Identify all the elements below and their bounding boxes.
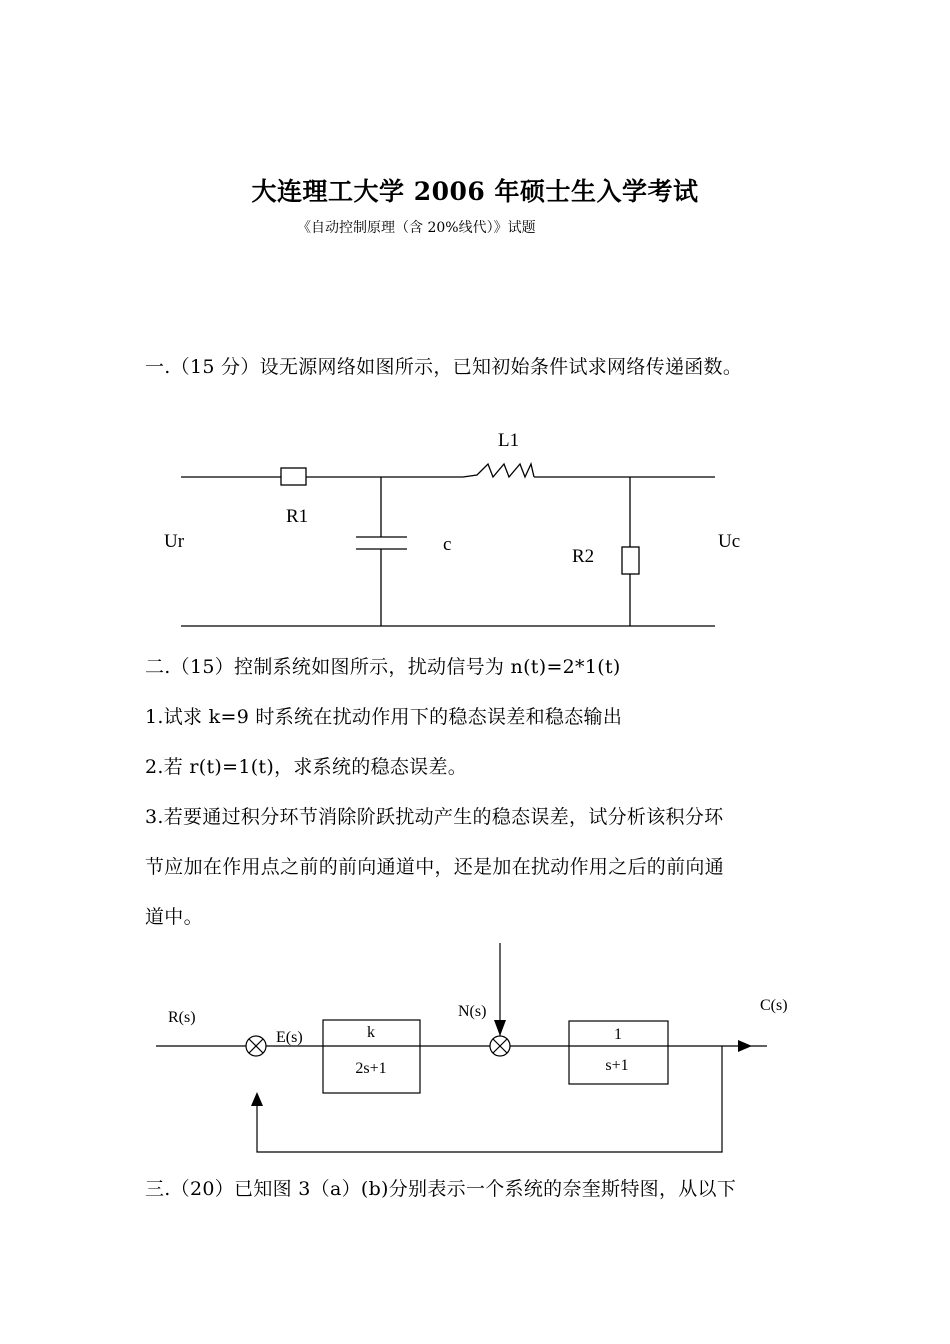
- question-2-item-1: 1.试求 k=9 时系统在扰动作用下的稳态误差和稳态输出: [145, 706, 623, 728]
- exam-subtitle: 《自动控制原理（含 20%线代）》试题: [297, 220, 536, 236]
- disturbance-label: N(s): [458, 1003, 487, 1020]
- question-2-item-3-line-3: 道中。: [145, 906, 203, 928]
- question-2-item-3-line-1: 3.若要通过积分环节消除阶跃扰动产生的稳态误差，试分析该积分环: [145, 806, 724, 828]
- error-label: E(s): [276, 1029, 303, 1046]
- resistor2-label: R2: [572, 546, 595, 567]
- question-2-intro: 二.（15）控制系统如图所示，扰动信号为 n(t)=2*1(t): [145, 656, 621, 678]
- capacitor-label: c: [443, 534, 452, 555]
- output-arrow-icon: [738, 1040, 752, 1052]
- feedback-path: [257, 1046, 722, 1152]
- input-voltage-label: Ur: [164, 531, 185, 552]
- exam-title: 大连理工大学 2006 年硕士生入学考试: [251, 177, 699, 206]
- controller-numerator: k: [367, 1024, 375, 1041]
- controller-denominator: 2s+1: [355, 1060, 387, 1077]
- question-2-item-3-line-2: 节应加在作用点之前的前向通道中，还是加在扰动作用之后的前向通: [145, 856, 725, 878]
- output-voltage-label: Uc: [718, 531, 741, 552]
- plant-denominator: s+1: [605, 1057, 629, 1074]
- question-3-intro: 三.（20）已知图 3（a）(b)分别表示一个系统的奈奎斯特图，从以下: [145, 1178, 737, 1200]
- disturbance-arrow-icon: [494, 1020, 506, 1036]
- feedback-arrow-icon: [251, 1092, 263, 1106]
- question-1: 一.（15 分）设无源网络如图所示，已知初始条件试求网络传递函数。: [145, 356, 743, 378]
- question-2-item-2: 2.若 r(t)=1(t)，求系统的稳态误差。: [145, 756, 468, 778]
- inductor-label: L1: [498, 430, 520, 451]
- plant-numerator: 1: [614, 1026, 622, 1043]
- input-label: R(s): [168, 1009, 196, 1026]
- resistor1-label: R1: [286, 506, 309, 527]
- output-label: C(s): [760, 997, 788, 1014]
